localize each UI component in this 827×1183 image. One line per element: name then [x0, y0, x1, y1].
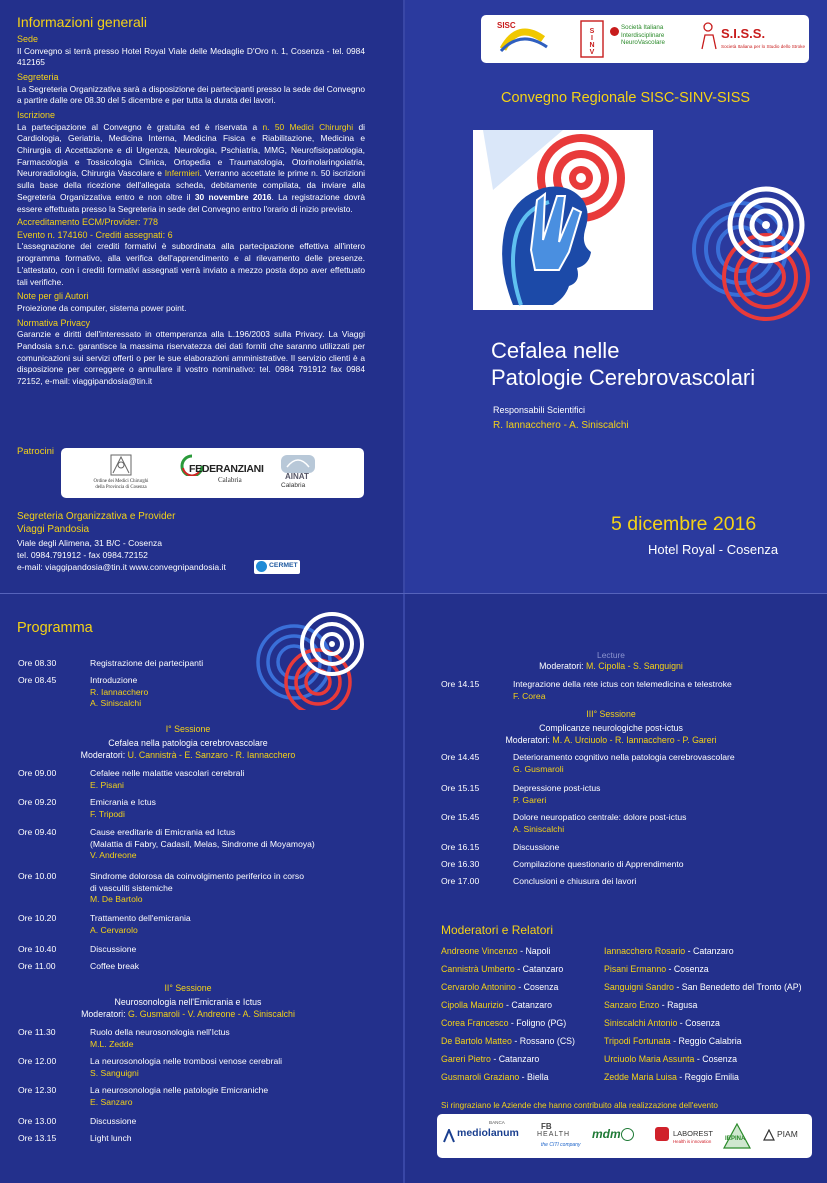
relatore-item: Cervarolo Antonino - Cosenza — [441, 982, 559, 992]
privacy-text: Garanzie e diritti dell'interessato in ottemperanza alla L.196/2003 sulla Privacy. La Viaggi Pandosia s.n.c. garantisce la massima riservatezza dei dati forniti che saranno utilizzati per comunicazioni sui servizi offerti o per le sue elaborazioni amministrative. Il servizio clienti è a disposizione per correggere o annullare il vostro nominativo: tel. 0984 791912 fax 0984 72152, e-mail: viaggipandosia@tin.it — [17, 329, 365, 386]
ainat-sub: Calabria — [281, 482, 306, 489]
mediolanum-logo: mediolanum — [457, 1127, 519, 1139]
relatore-item: Corea Francesco - Foligno (PG) — [441, 1018, 567, 1028]
relatore-item: Tripodi Fortunata - Reggio Calabria — [604, 1036, 742, 1046]
mdm-icon — [621, 1128, 634, 1141]
relatore-item: Cannistrà Umberto - Catanzaro — [441, 964, 564, 974]
relatore-item: Urciuolo Maria Assunta - Cosenza — [604, 1054, 737, 1064]
resp-names: R. Iannacchero - A. Siniscalchi — [493, 420, 629, 431]
session-2-title: Neurosonologia nell'Emicrania e Ictus — [114, 997, 262, 1007]
svg-text:S: S — [589, 28, 595, 35]
rings-decoration — [688, 185, 813, 325]
relatore-item: De Bartolo Matteo - Rossano (CS) — [441, 1036, 575, 1046]
programma-heading: Programma — [17, 620, 93, 636]
relatore-item: Zedde Maria Luisa - Reggio Emilia — [604, 1072, 739, 1082]
segreteria-text: La Segreteria Organizzativa sarà a disposizione dei partecipanti presso la sede del Convegno a partire dalle ore 08.30 del 5 dicembre e per tutta la durata dei lavori. — [17, 83, 365, 106]
relatore-item: Sanzaro Enzo - Ragusa — [604, 1000, 698, 1010]
fold-line-bottom — [403, 594, 405, 1183]
program-right: Lecture Moderatori: M. Cipolla - S. Sanguigni Ore 14.15 Integrazione della rete ictus con telemedicina e telestroke F. Corea III° Sessione Complicanze neurologiche post-ictus Moderatori: M. A. Urciuolo - R. Iannacchero - P. Gareri Ore 14.45 Deterioramento cognitivo nella patologia cerebrovascolare G. Gusmaroli Ore 15.15 Depressione post-ictus P. Gareri Ore 15.45 Dolore neuropatico centrale: dolore post-ictus A. Siniscalchi Ore 16.15 Discussione Ore 16.30 Compilazione questionario di Apprendimento Ore 17.00 Conclusioni e chiusura dei lavori — [441, 650, 821, 900]
info-heading: Informazioni generali — [17, 14, 147, 30]
cermet-icon — [256, 561, 267, 572]
session-3-moderators: Moderatori: M. A. Urciuolo - R. Iannacchero - P. Gareri — [505, 735, 717, 745]
relatore-item: Siniscalchi Antonio - Cosenza — [604, 1018, 720, 1028]
event-date: 5 dicembre 2016 — [611, 513, 757, 535]
session-2-moderators: Moderatori: G. Gusmaroli - V. Andreone - A. Siniscalchi — [81, 1009, 295, 1019]
segreteria-title: Segreteria — [17, 72, 59, 82]
siss-name: S.I.S.S. — [721, 26, 766, 41]
sponsor-logos — [437, 1114, 812, 1158]
head-illustration — [473, 130, 653, 310]
lecture-moderators: Moderatori: M. Cipolla - S. Sanguigni — [539, 661, 683, 671]
session-3-label: III° Sessione — [586, 709, 636, 719]
laborest-sub: Health is innovation — [673, 1139, 712, 1144]
sede-title: Sede — [17, 34, 39, 44]
resp-label: Responsabili Scientifici — [493, 405, 586, 415]
relatori-col-2 — [604, 942, 802, 1086]
svg-text:I: I — [591, 35, 593, 42]
federanziani-sub: Calabria — [218, 476, 242, 484]
mediolanum-icon — [443, 1129, 455, 1143]
ecm-title: Accreditamento ECM/Provider: 778 — [17, 217, 159, 228]
svg-text:V: V — [589, 49, 595, 56]
relatore-item: Pisani Ermanno - Cosenza — [604, 964, 709, 974]
cover-logos — [481, 15, 809, 63]
piam-logo: PIAM — [777, 1129, 798, 1139]
iscrizione-title: Iscrizione — [17, 110, 56, 120]
ecm-event: Evento n. 174160 - Crediti assegnati: 6 — [17, 229, 173, 240]
session-2-label: II° Sessione — [164, 983, 212, 993]
siss-figure-icon — [699, 21, 719, 51]
sisc-name: SISC — [497, 21, 516, 30]
fbhealth-health: HEALTH — [537, 1131, 571, 1138]
session-1-moderators: Moderatori: U. Cannistrà - E. Sanzaro - R. Iannacchero — [80, 750, 296, 760]
irpina-logo: IRPINA — [725, 1136, 746, 1142]
sinv-name: Società Italiana Interdisciplinare NeuroVascolare — [621, 24, 665, 47]
ordine-medici-name: Ordine dei Medici Chirurghi della Provincia di Cosenza — [93, 479, 149, 490]
mediolanum-sub: BANCA — [489, 1120, 505, 1125]
svg-text:N: N — [589, 42, 595, 49]
ecm-text: L'assegnazione dei crediti formativi è subordinata alla partecipazione effettiva all'intero programma formativo, alla verifica dell'apprendimento e al rilevamento delle presenze. L'attestato, con i crediti formativi assegnati verrà inviato a mezzo posta dopo aver effettuato tali verifiche. — [17, 241, 365, 287]
segreteria-address: Viale degli Alimena, 31 B/C - Cosenza — [17, 538, 163, 548]
fbhealth-fb: FB — [541, 1122, 552, 1131]
cover-title: Cefalea nelle Patologie Cerebrovascolari — [491, 338, 756, 390]
patrocini-logos — [61, 448, 364, 498]
segreteria-org-title: Segreteria Organizzativa e Provider Viaggi Pandosia — [17, 511, 176, 535]
ordine-medici-logo — [101, 451, 141, 477]
sede-text: Il Convegno si terrà presso Hotel Royal Viale delle Medaglie D'Oro n. 1, Cosenza - tel. 0984 412165 — [17, 45, 365, 68]
sponsor-thanks: Si ringraziano le Aziende che hanno contribuito alla realizzazione dell'evento — [441, 1101, 718, 1110]
patrocini-label: Patrocini — [17, 446, 54, 457]
relatore-item: Cipolla Maurizio - Catanzaro — [441, 1000, 552, 1010]
program-left: Ore 08.30 Registrazione dei partecipanti Ore 08.45 Introduzione R. Iannacchero A. Siniscalchi I° Sessione Cefalea nella patologia cerebrovascolare Moderatori: U. Cannistrà - E. Sanzaro - R. Iannacchero Ore 09.00 Cefalee nelle malattie vascolari cerebrali E. Pisani Ore 09.20 Emicrania e Ictus F. Tripodi Ore 09.40 Cause ereditarie di Emicrania ed Ictus (Malattia di Fabry, Cadasil, Melas, Sindrome di Moyamoya) V. Andreone Ore 10.00 Sindrome dolorosa da coinvolgimento periferico in corso di vasculiti sistemiche M. De Bartolo Ore 10.20 Trattamento dell'emicrania A. Cervarolo Ore 10.40 Discussione Ore 11.00 Coffee break II° Sessione Neurosonologia nell'Emicrania e Ictus Moderatori: G. Gusmaroli - V. Andreone - A. Siniscalchi Ore 11.30 Ruolo della neurosonologia nell'Ictus M.L. Zedde Ore 12.00 La neurosonologia nelle trombosi venose cerebrali S. Sanguigni Ore 12.30 La neurosonologia nelle patologie Emicraniche E. Sanzaro Ore 13.00 Discussione Ore 13.15 Light lunch — [18, 658, 398, 1158]
iscrizione-text: La partecipazione al Convegno è gratuita ed è riservata a n. 50 Medici Chirurghi di Cardiologia, Geriatria, Medicina Interna, Medicina Fisica e Riabilitazione, Medicina e Chirurgia di Accettazione e di Urgenza, Neurologia, Pschiatria, MMG, Neurofisiopatologia, Farmacologia e Tossicologia Clinica, Ortopedia e Traumatologia, Otorinolaringoiatria, Neuroradiologia, Chirurgia Vascolare e Infermieri. Verranno accettate le prime n. 50 iscrizioni sulla base della ricezione dell'allegata scheda, debitamente compilata, da inviare alla Segreteria Organizzativa entro e non oltre il 30 novembre 2016. La registrazione dovrà essere effettuata presso la Segreteria in sede del Convegno entro l'orario di inizio previsto. — [17, 121, 365, 214]
segreteria-org-contacts — [17, 537, 226, 573]
laborest-icon — [655, 1127, 669, 1141]
session-1-title: Cefalea nella patologia cerebrovascolare — [108, 738, 268, 748]
relatore-item: Iannacchero Rosario - Catanzaro — [604, 946, 734, 956]
relatori-col-1 — [441, 942, 575, 1086]
lecture-label: Lecture — [597, 650, 625, 660]
ainat-name: AINAT — [285, 472, 309, 481]
relatori-heading: Moderatori e Relatori — [441, 923, 554, 937]
session-3-title: Complicanze neurologiche post-ictus — [539, 723, 683, 733]
fbhealth-sub: the CITI company — [541, 1142, 581, 1148]
laborest-logo: LABOREST — [673, 1129, 714, 1138]
federanziani-name: FEDERANZIANI — [189, 463, 264, 475]
sinv-mark — [579, 19, 607, 59]
page-divider — [0, 593, 827, 594]
note-text: Proiezione da computer, sistema power point. — [17, 302, 187, 313]
cermet-logo: CERMET — [254, 560, 300, 574]
segreteria-email: e-mail: viaggipandosia@tin.it www.convegnipandosia.it — [17, 562, 226, 572]
relatore-item: Gusmaroli Graziano - Biella — [441, 1072, 549, 1082]
note-title: Note per gli Autori — [17, 291, 89, 302]
info-column — [17, 14, 365, 388]
privacy-title: Normativa Privacy — [17, 317, 91, 328]
session-1-label: I° Sessione — [165, 724, 211, 734]
siss-sub: Società Italiana per lo Studio dello Stroke — [721, 44, 806, 49]
piam-icon — [763, 1129, 775, 1141]
mdm-logo: mdm — [592, 1127, 621, 1141]
relatore-item: Andreone Vincenzo - Napoli — [441, 946, 551, 956]
sinv-dot-icon — [610, 27, 619, 36]
relatore-item: Gareri Pietro - Catanzaro — [441, 1054, 540, 1064]
segreteria-phone: tel. 0984.791912 - fax 0984.72152 — [17, 550, 148, 560]
convegno-title: Convegno Regionale SISC-SINV-SISS — [501, 90, 751, 106]
event-venue: Hotel Royal - Cosenza — [648, 542, 779, 557]
relatore-item: Sanguigni Sandro - San Benedetto del Tronto (AP) — [604, 982, 802, 992]
